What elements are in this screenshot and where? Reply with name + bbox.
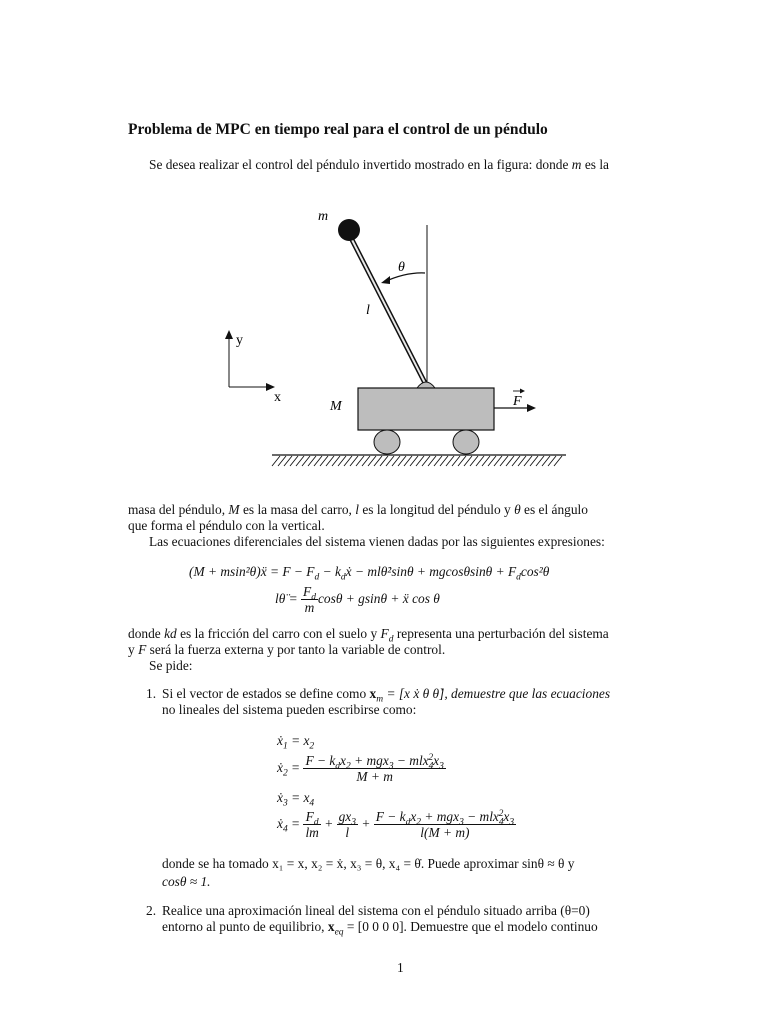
item1-line1: Si el vector de estados se define como $x_m = [x$ ẋ θ θ̇], demuestre que las ecuaciones	[162, 686, 611, 705]
eq-num: F − k	[375, 809, 406, 824]
eq2-num: F	[303, 584, 312, 599]
paragraph-friction-line1: donde kd es la fricción del carro con el suelo y $F_d$ representa una perturbación del sistema	[128, 626, 609, 645]
state-vector-def: = [x ẋ θ θ̇], demuestre que las ecuaciones	[386, 686, 611, 701]
paragraph-equations-intro: Las ecuaciones diferenciales del sistema vienen dadas por las siguientes expresiones:	[149, 534, 605, 549]
text-fragment: Si el vector de estados se define como	[162, 686, 367, 701]
item1-number: 1.	[146, 686, 157, 701]
text-fragment: representa una perturbación del sistema	[396, 626, 609, 641]
eq4-fraction-2: $\frac{gx_3}{l}$	[338, 809, 356, 841]
eq-num: F − k	[305, 753, 336, 768]
system-eq1: ẋ$_1$ = $x_2$	[277, 733, 315, 752]
text-fragment: donde	[128, 626, 161, 641]
text-fragment: es la fricción del carro con el suelo y	[180, 626, 378, 641]
equation-pendulum	[275, 584, 440, 616]
eq-den: M + m	[356, 769, 393, 785]
label-axis-y: y	[236, 333, 243, 348]
text-fragment: será la fuerza externa y por tanto la variable de control.	[149, 642, 446, 657]
eq-den: lm	[305, 825, 319, 841]
var-l: l	[355, 502, 359, 517]
eq1-part: cos²θ	[520, 564, 550, 579]
cart-body	[358, 388, 494, 430]
paragraph-variables-line1	[128, 502, 588, 518]
equation-cart: (M + msin²θ)ẍ = $F - F_d$ − $k_dẋ$ − mlθ̇²sinθ + $mgcos\theta\sin\theta + F_d\cos^2\theta$	[189, 564, 550, 583]
pivot-joint	[417, 382, 435, 388]
ground-hatching	[272, 456, 562, 466]
text-fragment: = [0 0 0 0]. Demuestre que el modelo continuo	[346, 919, 598, 934]
cart-wheel-right	[453, 430, 479, 454]
eq-den: l	[345, 825, 350, 841]
item1-after-line1: donde se ha tomado x₁ = x, x₂ = ẋ, x₃ = θ, x₄ = θ̇. Puede aproximar sinθ ≈ θ y	[162, 856, 575, 871]
var-theta: θ	[514, 502, 521, 517]
var-kd: kd	[164, 626, 177, 641]
eq4-fraction-1: $\frac{F_d}{lm}$	[305, 809, 319, 841]
eq-num: x	[340, 753, 346, 768]
system-eq3: ẋ$_3$ = $x_4$	[277, 790, 315, 809]
equilibrium-x: x	[327, 919, 335, 934]
intro-paragraph	[149, 157, 609, 173]
paragraph-variables-line2: que forma el péndulo con la vertical.	[128, 518, 325, 533]
inverted-pendulum-figure	[220, 200, 580, 472]
eq-rhs: = x	[291, 733, 310, 748]
text-fragment: entorno al punto de equilibrio,	[162, 919, 325, 934]
eq4-fraction-3: $\frac{F - k_dx_2 + mgx_3 - mlx_4^2x_3}{l(M + m)}$	[375, 808, 515, 841]
eq-den: l(M + m)	[420, 825, 470, 841]
eq2-lhs: lθ̈ =	[275, 590, 298, 606]
paragraph-friction-line2	[128, 642, 445, 658]
text-fragment: es la masa del carro,	[242, 502, 352, 517]
eq2-den: m	[304, 600, 315, 616]
system-eq2: ẋ$_2$ = $\frac{F - k_dx_2 + mgx_3 - mlx_4^2x_3}{M + m}$	[277, 752, 444, 785]
var-Fd: F	[380, 626, 389, 641]
var-F: F	[138, 642, 147, 657]
eq-lhs: ẋ	[277, 790, 283, 805]
eq-num: F	[305, 809, 314, 824]
item2-number: 2.	[146, 903, 157, 918]
item1-line2: no lineales del sistema pueden escribirse como:	[162, 702, 417, 717]
eq-lhs: ẋ	[277, 815, 283, 831]
label-force-F: F	[513, 394, 522, 409]
cart-wheel-left	[374, 430, 400, 454]
intro-text: Se desea realizar el control del péndulo invertido mostrado en la figura: donde	[149, 157, 569, 172]
state-vector-x: x	[369, 686, 377, 701]
page-number: 1	[397, 960, 404, 975]
pendulum-mass	[338, 219, 360, 241]
paragraph-se-pide: Se pide:	[149, 658, 193, 673]
eq2-fraction: $\frac{F_d}{m}$	[303, 584, 316, 616]
label-axis-x: x	[274, 390, 281, 405]
item1-after-line2: cosθ ≈ 1.	[162, 874, 211, 889]
eq-rhs: = x	[291, 790, 310, 805]
label-cart-M: M	[330, 399, 342, 414]
intro-var-m: m	[571, 157, 582, 172]
item2-line2: entorno al punto de equilibrio, $x_{eq} = [0$ 0 0 0]. Demuestre que el modelo continuo	[162, 919, 598, 938]
eq-num: gx	[338, 809, 352, 824]
text-fragment: es la longitud del péndulo y	[362, 502, 511, 517]
eq1-part: (M + msin²θ)ẍ = F − F	[189, 564, 315, 579]
eq2-rest: cosθ + gsinθ + ẍ cos θ	[317, 590, 440, 606]
force-arrowhead	[527, 404, 536, 412]
intro-tail: es la	[584, 157, 609, 172]
label-mass-m: m	[318, 209, 329, 224]
angle-arrowhead	[381, 276, 390, 284]
eq2-fraction-system: $\frac{F - k_dx_2 + mgx_3 - mlx_4^2x_3}{M + m}$	[305, 752, 444, 785]
eq-lhs: ẋ	[277, 759, 283, 775]
label-theta: θ	[398, 260, 405, 275]
eq-num: − mlx	[396, 753, 429, 768]
eq1-part: − k	[322, 564, 341, 579]
item2-line1: Realice una aproximación lineal del sistema con el péndulo situado arriba (θ=0)	[162, 903, 590, 918]
text-fragment: y	[128, 642, 135, 657]
eq-lhs: ẋ	[277, 733, 283, 748]
eq1-part: ẋ − mlθ̇²sinθ + mgcosθsinθ + F	[345, 564, 517, 579]
text-fragment: es el ángulo	[524, 502, 588, 517]
label-length-l: l	[366, 303, 370, 318]
var-M: M	[228, 502, 240, 517]
text-fragment: masa del péndulo,	[128, 502, 226, 517]
eq-num: + mgx	[354, 753, 389, 768]
system-eq4: ẋ$_4$ = $\frac{F_d}{lm}$ + $\frac{gx_3}{l}$ + $\frac{F - k_dx_2 + mgx_3 - mlx_4^2x_3}{l(M + m)}$	[277, 808, 515, 841]
axis-y-arrowhead	[225, 330, 233, 339]
page-title: Problema de MPC en tiempo real para el control de un péndulo	[128, 121, 548, 138]
